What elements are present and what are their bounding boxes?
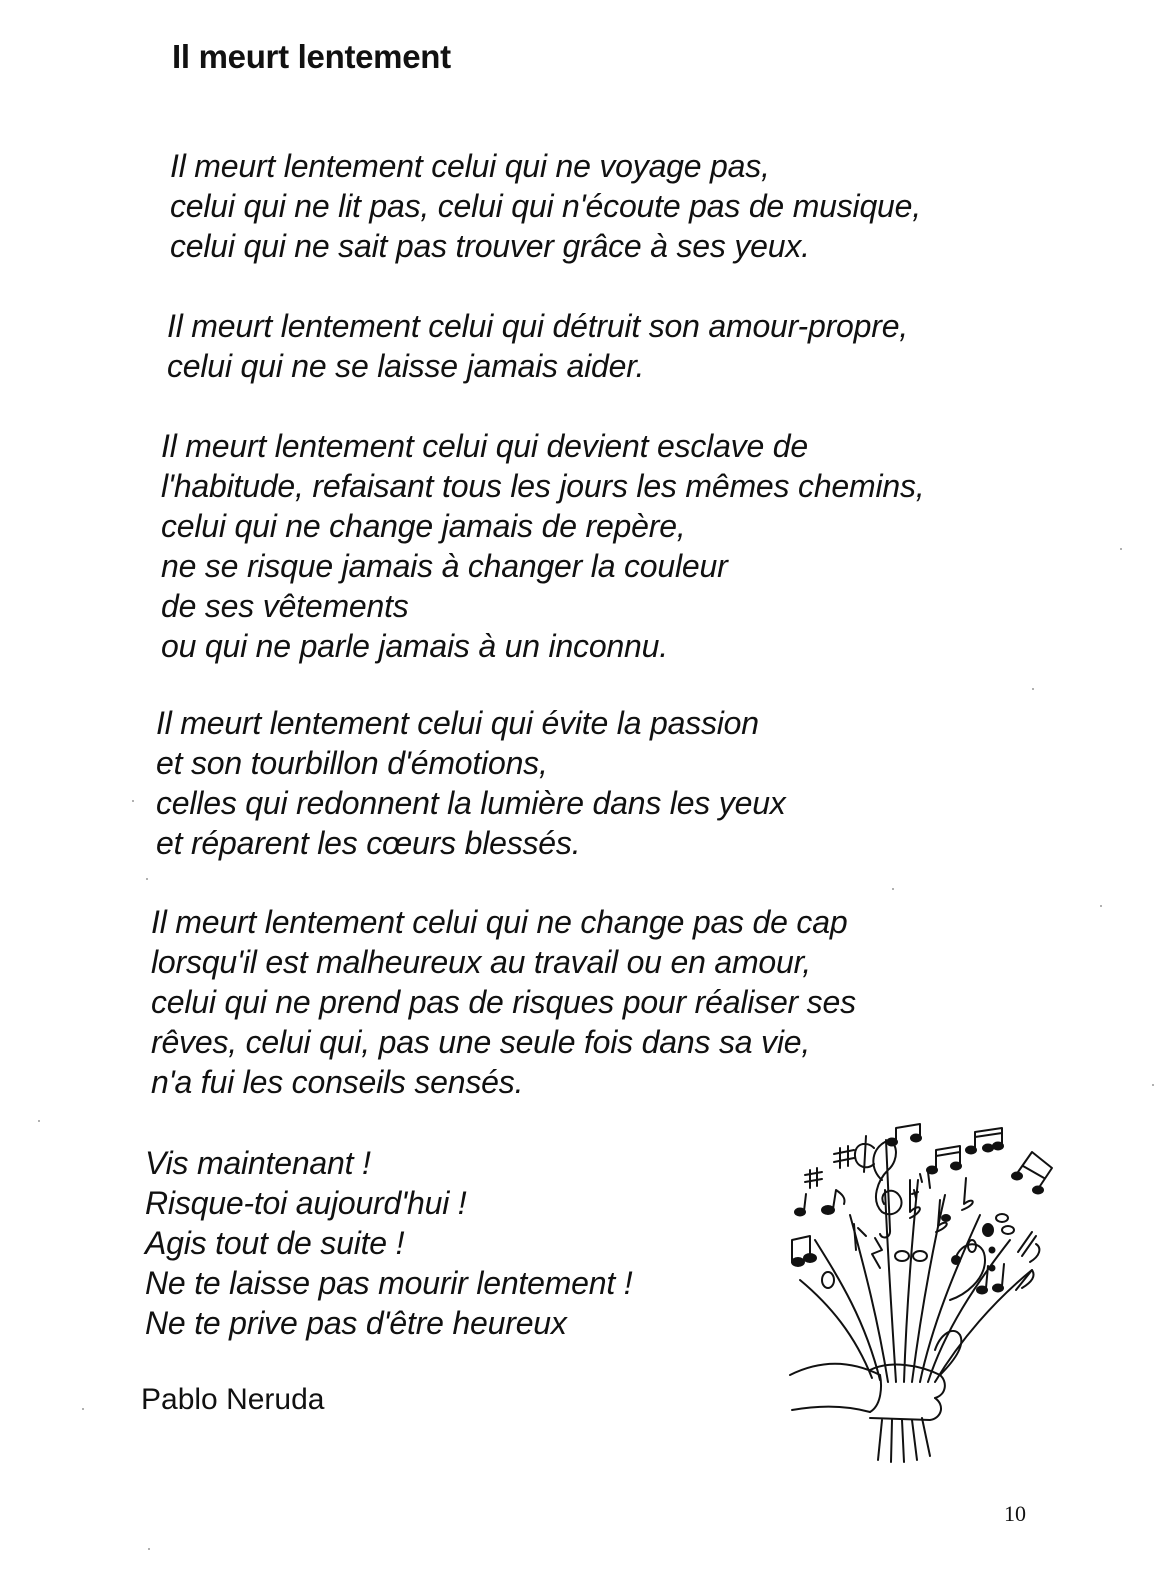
scan-speck bbox=[132, 800, 134, 802]
verse-line: lorsqu'il est malheureux au travail ou en amour, bbox=[151, 944, 811, 980]
verse-line: rêves, celui qui, pas une seule fois dans sa vie, bbox=[151, 1024, 811, 1060]
scan-speck bbox=[1032, 688, 1034, 690]
stanza bbox=[170, 146, 921, 266]
verse-line: Il meurt lentement celui qui détruit son amour-propre, bbox=[167, 308, 908, 344]
verse-line: et son tourbillon d'émotions, bbox=[156, 745, 548, 781]
scan-speck bbox=[38, 1120, 40, 1122]
verse-line: celles qui redonnent la lumière dans les yeux bbox=[156, 785, 786, 821]
verse-line: Vis maintenant ! bbox=[145, 1145, 371, 1181]
stanza bbox=[156, 703, 786, 863]
verse-line: Risque-toi aujourd'hui ! bbox=[145, 1185, 467, 1221]
verse-line: celui qui ne se laisse jamais aider. bbox=[167, 348, 645, 384]
stanza bbox=[161, 426, 924, 666]
scan-speck bbox=[1152, 1084, 1154, 1086]
verse-line: ne se risque jamais à changer la couleur bbox=[161, 548, 728, 584]
verse-line: celui qui ne lit pas, celui qui n'écoute pas de musique, bbox=[170, 188, 921, 224]
author-name: Pablo Neruda bbox=[141, 1383, 325, 1416]
stanza bbox=[151, 902, 856, 1102]
scan-speck bbox=[1120, 548, 1122, 550]
scan-speck bbox=[82, 1408, 84, 1410]
scan-speck bbox=[1100, 905, 1102, 907]
verse-line: Ne te prive pas d'être heureux bbox=[145, 1305, 567, 1341]
scan-speck bbox=[146, 878, 148, 880]
music-notes-bouquet-icon bbox=[770, 1120, 1070, 1465]
verse-line: Agis tout de suite ! bbox=[145, 1225, 405, 1261]
page-number: 10 bbox=[1004, 1501, 1026, 1526]
stanza bbox=[167, 306, 908, 386]
verse-line: Il meurt lentement celui qui ne change pas de cap bbox=[151, 904, 848, 940]
verse-line: celui qui ne sait pas trouver grâce à ses yeux. bbox=[170, 228, 810, 264]
poem-title: Il meurt lentement bbox=[172, 38, 451, 75]
verse-line: n'a fui les conseils sensés. bbox=[151, 1064, 524, 1100]
verse-line: Ne te laisse pas mourir lentement ! bbox=[145, 1265, 633, 1301]
scan-speck bbox=[892, 888, 894, 890]
verse-line: l'habitude, refaisant tous les jours les mêmes chemins, bbox=[161, 468, 925, 504]
verse-line: et réparent les cœurs blessés. bbox=[156, 825, 581, 861]
verse-line: Il meurt lentement celui qui évite la passion bbox=[156, 705, 759, 741]
stanza bbox=[145, 1143, 632, 1343]
verse-line: de ses vêtements bbox=[161, 588, 409, 624]
verse-line: Il meurt lentement celui qui ne voyage pas, bbox=[170, 148, 770, 184]
verse-line: celui qui ne prend pas de risques pour réaliser ses bbox=[151, 984, 856, 1020]
verse-line: ou qui ne parle jamais à un inconnu. bbox=[161, 628, 668, 664]
scan-speck bbox=[148, 1548, 150, 1550]
verse-line: celui qui ne change jamais de repère, bbox=[161, 508, 686, 544]
verse-line: Il meurt lentement celui qui devient esclave de bbox=[161, 428, 808, 464]
